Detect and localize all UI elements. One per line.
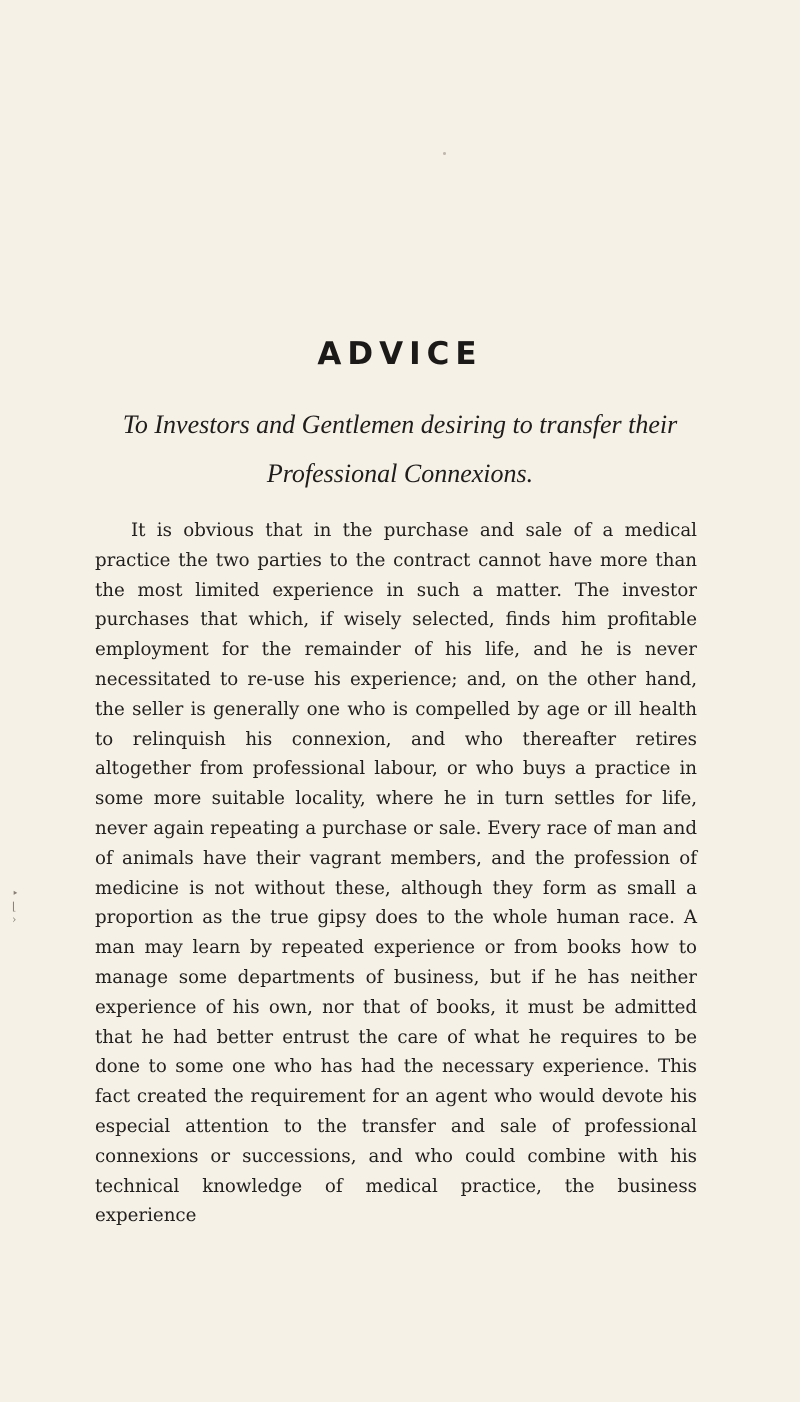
- margin-annotation-mark: ‣ ⌊ ›: [12, 887, 19, 926]
- page-heading: ADVICE: [317, 336, 483, 372]
- subtitle-line-1: To Investors and Gentlemen desiring to transfer their: [122, 410, 678, 439]
- body-paragraph: It is obvious that in the purchase and sale of a medical practice the two parties to the contract cannot have more than the most limited experience in such a matter. The investor purchases that which, if wisely selected, finds him profitable employment for the remainder of his life, and he is never necessitated to re-use his experience; and, on the other hand, the seller is generally one who is compelled by age or ill health to relinquish his connexion, and who thereafter retires altogether from professional labour, or who buys a practice in some more suitable locality, where he in turn settles for life, never again repeating a purchase or sale. Every race of man and of animals have their vagrant members, and the profession of medicine is not without these, although they form as small a proportion as the true gipsy does to the whole human race. A man may learn by repeated experience or from books how to manage some departments of business, but if he has neither experience of his own, nor that of books, it must be admitted that he had better entrust the care of what he requires to be done to some one who has had the necessary experience. This fact created the requirement for an agent who would devote his especial attention to the transfer and sale of professional connexions or successions, and who could combine with his technical knowledge of medical practice, the business experience: [95, 520, 697, 1227]
- subtitle-line-2: Professional Connexions.: [266, 459, 534, 488]
- paper-speck: [443, 152, 446, 155]
- page-subtitle: [60, 400, 740, 498]
